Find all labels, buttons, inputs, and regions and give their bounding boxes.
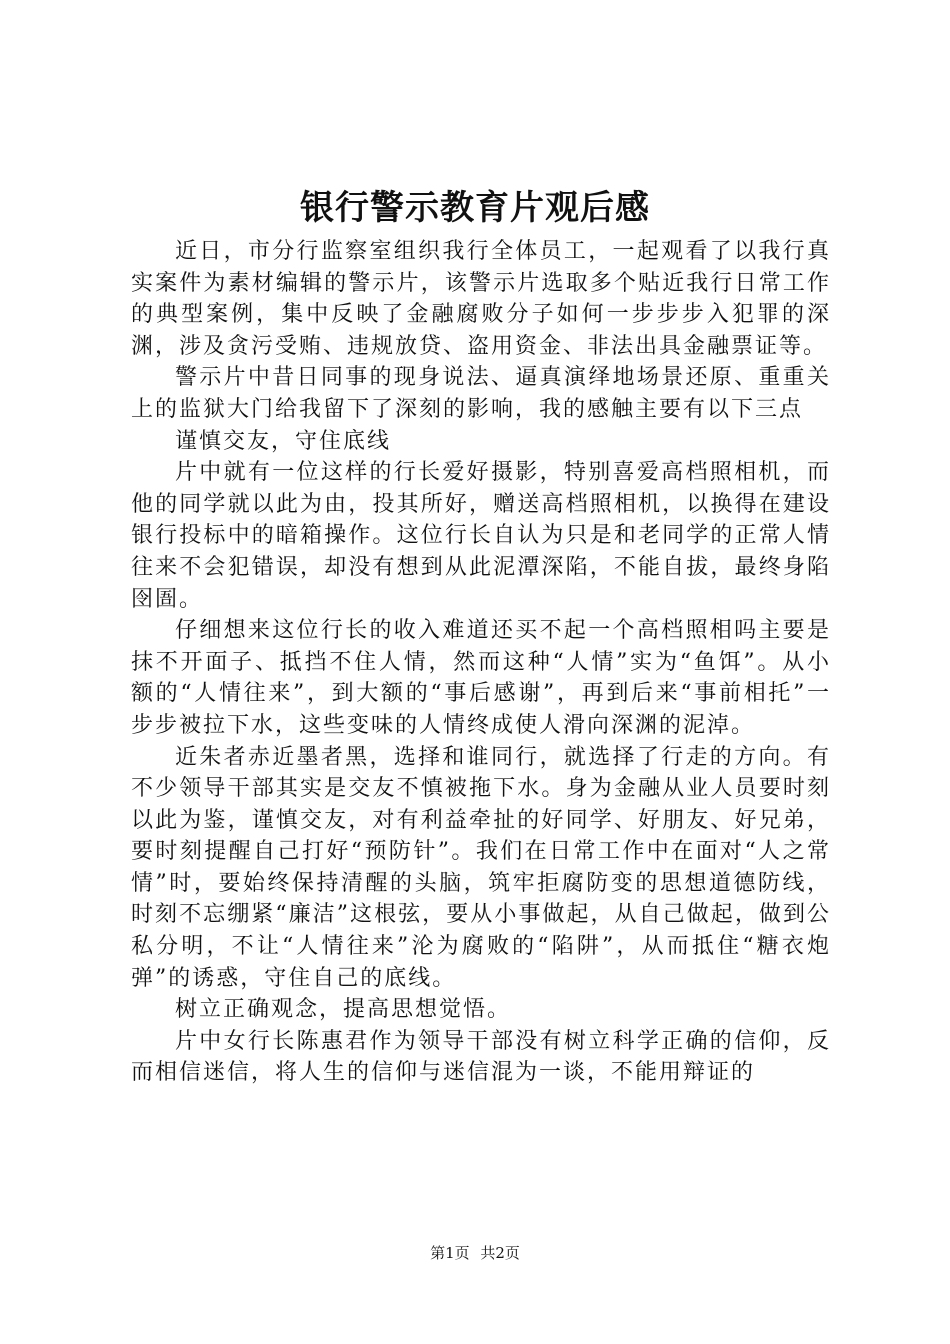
- section-heading-1: 谨慎交友，守住底线: [175, 428, 392, 454]
- paragraph-2: 警示片中昔日同事的现身说法、逼真演绎地场景还原、重重关上的监狱大门给我留下了深刻的影响，我的感触主要有以下三点: [131, 365, 831, 422]
- page-footer: [0, 1243, 950, 1263]
- page-number: 第1页: [430, 1244, 470, 1262]
- section-heading-2: 树立正确观念，提高思想觉悟。: [175, 997, 512, 1023]
- paragraph-1: 近日，市分行监察室组织我行全体员工，一起观看了以我行真实案件为素材编辑的警示片，该警示片选取多个贴近我行日常工作的典型案例，集中反映了金融腐败分子如何一步步步入犯罪的深渊，涉及贪污受贿、违规放贷、盗用资金、非法出具金融票证等。: [131, 239, 831, 359]
- paragraph-4: 仔细想来这位行长的收入难道还买不起一个高档照相吗主要是抹不开面子、抵挡不住人情，然而这种“人情”实为“鱼饵”。从小额的“人情往来”，到大额的“事后感谢”，再到后来“事前相托”一步步被拉下水，这些变味的人情终成使人滑向深渊的泥淖。: [131, 618, 831, 738]
- page-total: 共2页: [480, 1244, 520, 1262]
- paragraph-3: 片中就有一位这样的行长爱好摄影，特别喜爱高档照相机，而他的同学就以此为由，投其所好，赠送高档照相机，以换得在建设银行投标中的暗箱操作。这位行长自认为只是和老同学的正常人情往来不会犯错误，却没有想到从此泥潭深陷，不能自拔，最终身陷囹圄。: [131, 460, 831, 612]
- document-body: [131, 236, 831, 1089]
- document-title: 银行警示教育片观后感: [300, 188, 650, 228]
- paragraph-6: 片中女行长陈惠君作为领导干部没有树立科学正确的信仰，反而相信迷信，将人生的信仰与迷信混为一谈，不能用辩证的: [131, 1028, 831, 1086]
- paragraph-5: 近朱者赤近墨者黑，选择和谁同行，就选择了行走的方向。有不少领导干部其实是交友不慎被拖下水。身为金融从业人员要时刻以此为鉴，谨慎交友，对有利益牵扯的好同学、好朋友、好兄弟，要时刻提醒自己打好“预防针”。我们在日常工作中在面对“人之常情”时，要始终保持清醒的头脑，筑牢拒腐防变的思想道德防线，时刻不忘绷紧“廉洁”这根弦，要从小事做起，从自己做起，做到公私分明，不让“人情往来”沦为腐败的“陷阱”，从而抵住“糖衣炮弹”的诱惑，守住自己的底线。: [131, 744, 831, 991]
